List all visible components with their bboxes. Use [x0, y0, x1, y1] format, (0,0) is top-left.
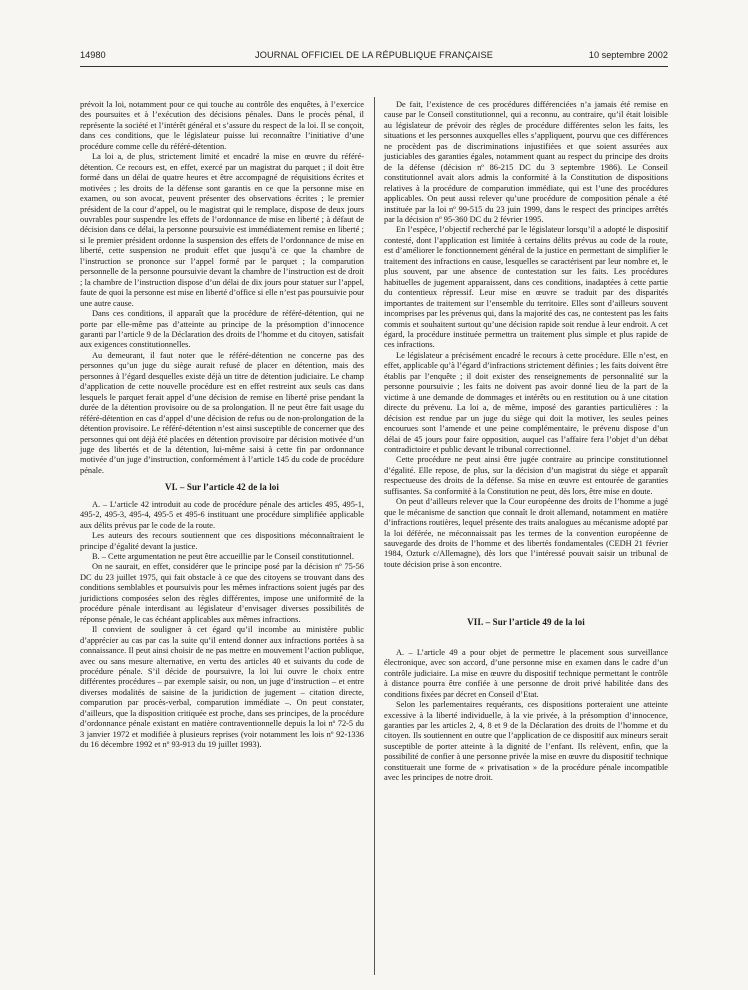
paragraph: En l’espèce, l’objectif recherché par le législateur lorsqu’il a adopté le dispositif contesté, dont l’application est limitée à certains délits prévus au code de la route, est d’améliorer le fonctionnement général de la justice en permettant de simplifier le traitement des infractions en cause, lesquelles se caractérisent par leur nombre et, le plus souvent, par une absence de contestation sur les faits. Les procédures habituelles de jugement apparaissent, dans ces conditions, inadaptées à cette partie du contentieux répressif. Leur mise en œuvre se traduit par des disparités importantes de traitement sur l’ensemble du territoire. Elles sont d’ailleurs souvent incomprises par les prévenus qui, dans la majorité des cas, ne contestent pas les faits commis et souhaitent surtout qu’une décision rapide soit rendue à leur endroit. A cet égard, la procédure instituée permettra un traitement plus simple et plus rapide de ces infractions.	[384, 225, 668, 350]
paragraph: Il convient de souligner à cet égard qu’il incombe au ministère public d’apprécier au cas par cas la suite qu’il entend donner aux infractions portées à sa connaissance. Il peut ainsi choisir de ne pas mettre en mouvement l’action publique, avec ou sans mesure alternative, en vertu des articles 40 et suivants du code de procédure pénale. S’il décide de poursuivre, la loi lui ouvre le choix entre différentes procédures – par exemple saisir, ou non, un juge d’instruction – et entre diverses modalités de saisine de la juridiction de jugement – citation directe, comparution par procès-verbal, comparution immédiate –. On peut constater, d’ailleurs, que la disposition critiquée est proche, dans ses principes, de la procédure d’ordonnance pénale existant en matière contraventionnelle depuis la loi nº 72-5 du 3 janvier 1972 et modifiée à plusieurs reprises (voir notamment les lois nº 92-1336 du 16 décembre 1992 et nº 93-913 du 19 juillet 1993).	[80, 625, 364, 750]
section-heading: VII. – Sur l’article 49 de la loi	[467, 617, 585, 628]
left-column	[80, 100, 364, 751]
paragraph: A. – L’article 49 a pour objet de permettre le placement sous surveillance électronique, avec son accord, d’une personne mise en examen dans le cadre d’un contrôle judiciaire. La mise en œuvre du dispositif technique permettant le contrôle à distance pourra être confiée à une personne de droit privé habilitée dans des conditions fixées par décret en Conseil d’Etat.	[384, 647, 668, 699]
right-column	[384, 100, 668, 784]
page-header	[80, 50, 668, 66]
paragraph: Selon les parlementaires requérants, ces dispositions porteraient une atteinte excessive à la liberté individuelle, à la vie privée, à la présomption d’innocence, garanties par les articles 2, 4, 8 et 9 de la Déclaration des droits de l’homme et du citoyen. Ils soutiennent en outre que l’application de ce dispositif aux mineurs serait susceptible de porter atteinte à la dignité de l’enfant. Ils relèvent, enfin, que la possibilité de confier à une personne privée la mise en œuvre du dispositif technique constituerait une forme de « privatisation » de la procédure pénale incompatible avec les principes de notre droit.	[384, 700, 668, 783]
page-number: 14980	[80, 50, 106, 60]
header-rule	[80, 66, 668, 67]
paragraph: On ne saurait, en effet, considérer que le principe posé par la décision nº 75-56 DC du 23 juillet 1975, qui fait obstacle à ce que des citoyens se trouvant dans des conditions semblables et poursuivis pour les mêmes infractions soient jugés par des juridictions composées selon des règles différentes, impose une uniformité de la procédure pénale interdisant au législateur d’envisager diverses possibilités de réponse pénale, le cas échéant applicables aux mêmes infractions.	[80, 562, 364, 624]
column-divider	[374, 97, 375, 975]
journal-title: JOURNAL OFFICIEL DE LA RÉPUBLIQUE FRANÇAISE	[254, 50, 494, 60]
paragraph: Dans ces conditions, il apparaît que la procédure de référé-détention, qui ne porte par elle-même pas d’atteinte au principe de la présomption d’innocence garanti par l’article 9 de la Déclaration des droits de l’homme et du citoyen, satisfait aux exigences constitutionnelles.	[80, 309, 364, 350]
paragraph: B. – Cette argumentation ne peut être accueillie par le Conseil constitutionnel.	[92, 552, 354, 562]
paragraph: Au demeurant, il faut noter que le référé-détention ne concerne pas des personnes qu’un juge du siège aurait refusé de placer en détention, mais des personnes à l’égard desquelles existe déjà un titre de détention judiciaire. Le champ d’application de cette nouvelle procédure est en effet restreint aux seuls cas dans lesquels le parquet ferait appel d’une décision de remise en liberté prise pendant la durée de la détention provisoire ou de sa prolongation. Il ne peut être fait usage du référé-détention en cas d’appel d’une décision de refus ou de non-prolongation de la détention provisoire. Le référé-détention n’est ainsi susceptible de concerner que des personnes qui ont déjà été placées en détention provisoire par décision motivée d’un juge des libertés et de la détention, lui-même saisi à cette fin par ordonnance motivée d’un juge d’instruction, conformément à l’article 145 du code de procédure pénale.	[80, 350, 364, 475]
section-heading: VI. – Sur l’article 42 de la loi	[164, 482, 280, 493]
paragraph: De fait, l’existence de ces procédures différenciées n’a jamais été remise en cause par le Conseil constitutionnel, qui a reconnu, au contraire, qu’il était loisible au législateur de prévoir des règles de procédure différentes selon les faits, les situations et les personnes auxquelles elles s’appliquent, pourvu que ces différences ne procèdent pas de discriminations injustifiées et que soient assurées aux justiciables des garanties égales, notamment quant au respect du principe des droits de la défense (décision nº 86-215 DC du 3 septembre 1986). Le Conseil constitutionnel avait alors admis la conformité à la Constitution de dispositions relatives à la procédure de comparution immédiate, qui est l’une des procédures applicables. On peut aussi relever qu’une procédure de composition pénale a été instituée par la loi nº 99-515 du 23 juin 1999, dans le respect des principes arrêtés par la décision nº 95-360 DC du 2 février 1995.	[384, 100, 668, 224]
paragraph: Le législateur a précisément encadré le recours à cette procédure. Elle n’est, en effet, applicable qu’à l’égard d’infractions strictement définies ; les faits doivent être établis par l’enquête ; il doit exister des renseignements de personnalité sur la personne poursuivie ; les faits ne doivent pas avoir donné lieu de la part de la victime à une demande de dommages et intérêts ou en restitution ou à une citation directe du prévenu. La loi a, de même, imposé des garanties particulières : la décision est rendue par un juge du siège qui doit la motiver, les seules peines encourues sont l’amende et une peine complémentaire, le prévenu dispose d’un délai de 45 jours pour faire opposition, auquel cas l’affaire fera l’objet d’un débat contradictoire et public devant le tribunal correctionnel.	[384, 350, 668, 454]
paragraph: On peut d’ailleurs relever que la Cour européenne des droits de l’homme a jugé que le mécanisme de sanction que connaît le droit allemand, notamment en matière d’infractions routières, lequel présente des traits analogues au mécanisme adopté par la loi déférée, ne méconnaissait pas les termes de la convention européenne de sauvegarde des droits de l’homme et des libertés fondamentales (CEDH 21 février 1984, Ozturk c/Allemagne), dès lors que l’intéressé pouvait saisir un tribunal de toute décision prise à son encontre.	[384, 497, 668, 569]
paragraph: Les auteurs des recours soutiennent que ces dispositions méconnaîtraient le principe d’égalité devant la justice.	[80, 531, 364, 551]
paragraph: A. – L’article 42 introduit au code de procédure pénale des articles 495, 495-1, 495-2, 495-3, 495-4, 495-5 et 495-6 instituant une procédure simplifiée applicable aux délits prévus par le code de la route.	[80, 499, 364, 530]
paragraph: Cette procédure ne peut ainsi être jugée contraire au principe constitutionnel d’égalité. Elle repose, de plus, sur la décision d’un magistrat du siège et apparaît respectueuse des droits de la défense. Sa mise en œuvre est entourée de garanties suffisantes. Sa conformité à la Constitution ne peut, dès lors, être mise en doute.	[384, 455, 668, 496]
paragraph: La loi a, de plus, strictement limité et encadré la mise en œuvre du référé-détention. Ce recours est, en effet, exercé par un magistrat du parquet ; il doit être formé dans un délai de quatre heures et être accompagné de réquisitions écrites et motivées ; les droits de la défense sont garantis en ce que la personne mise en examen, ou son avocat, peuvent présenter des observations écrites ; le premier président de la cour d’appel, ou le magistrat qui le remplace, dispose de deux jours ouvrables pour suspendre les effets de l’ordonnance de mise en liberté ; à défaut de décision dans ce délai, la personne poursuivie est immédiatement remise en liberté ; si le premier président ordonne la suspension des effets de l’ordonnance de mise en liberté, cette suspension ne produit effet que jusqu’à ce que la chambre de l’instruction se prononce sur l’appel formé par le parquet ; la comparution personnelle de la personne poursuivie devant la chambre de l’instruction est de droit ; la chambre de l’instruction dispose d’un délai de dix jours pour statuer sur l’appel, faute de quoi la personne est mise en liberté d’office si elle n’est pas poursuivie pour une autre cause.	[80, 152, 364, 308]
publication-date: 10 septembre 2002	[588, 50, 668, 60]
paragraph: prévoit la loi, notamment pour ce qui touche au contrôle des enquêtes, à l’exercice des poursuites et à l’exécution des décisions pénales. Dans le procès pénal, il représente la société et l’intérêt général et s’assure du respect de la loi. Il se conçoit, dans ces conditions, que le législateur puisse lui reconnaître l’initiative d’une procédure comme celle du référé-détention.	[80, 100, 364, 151]
